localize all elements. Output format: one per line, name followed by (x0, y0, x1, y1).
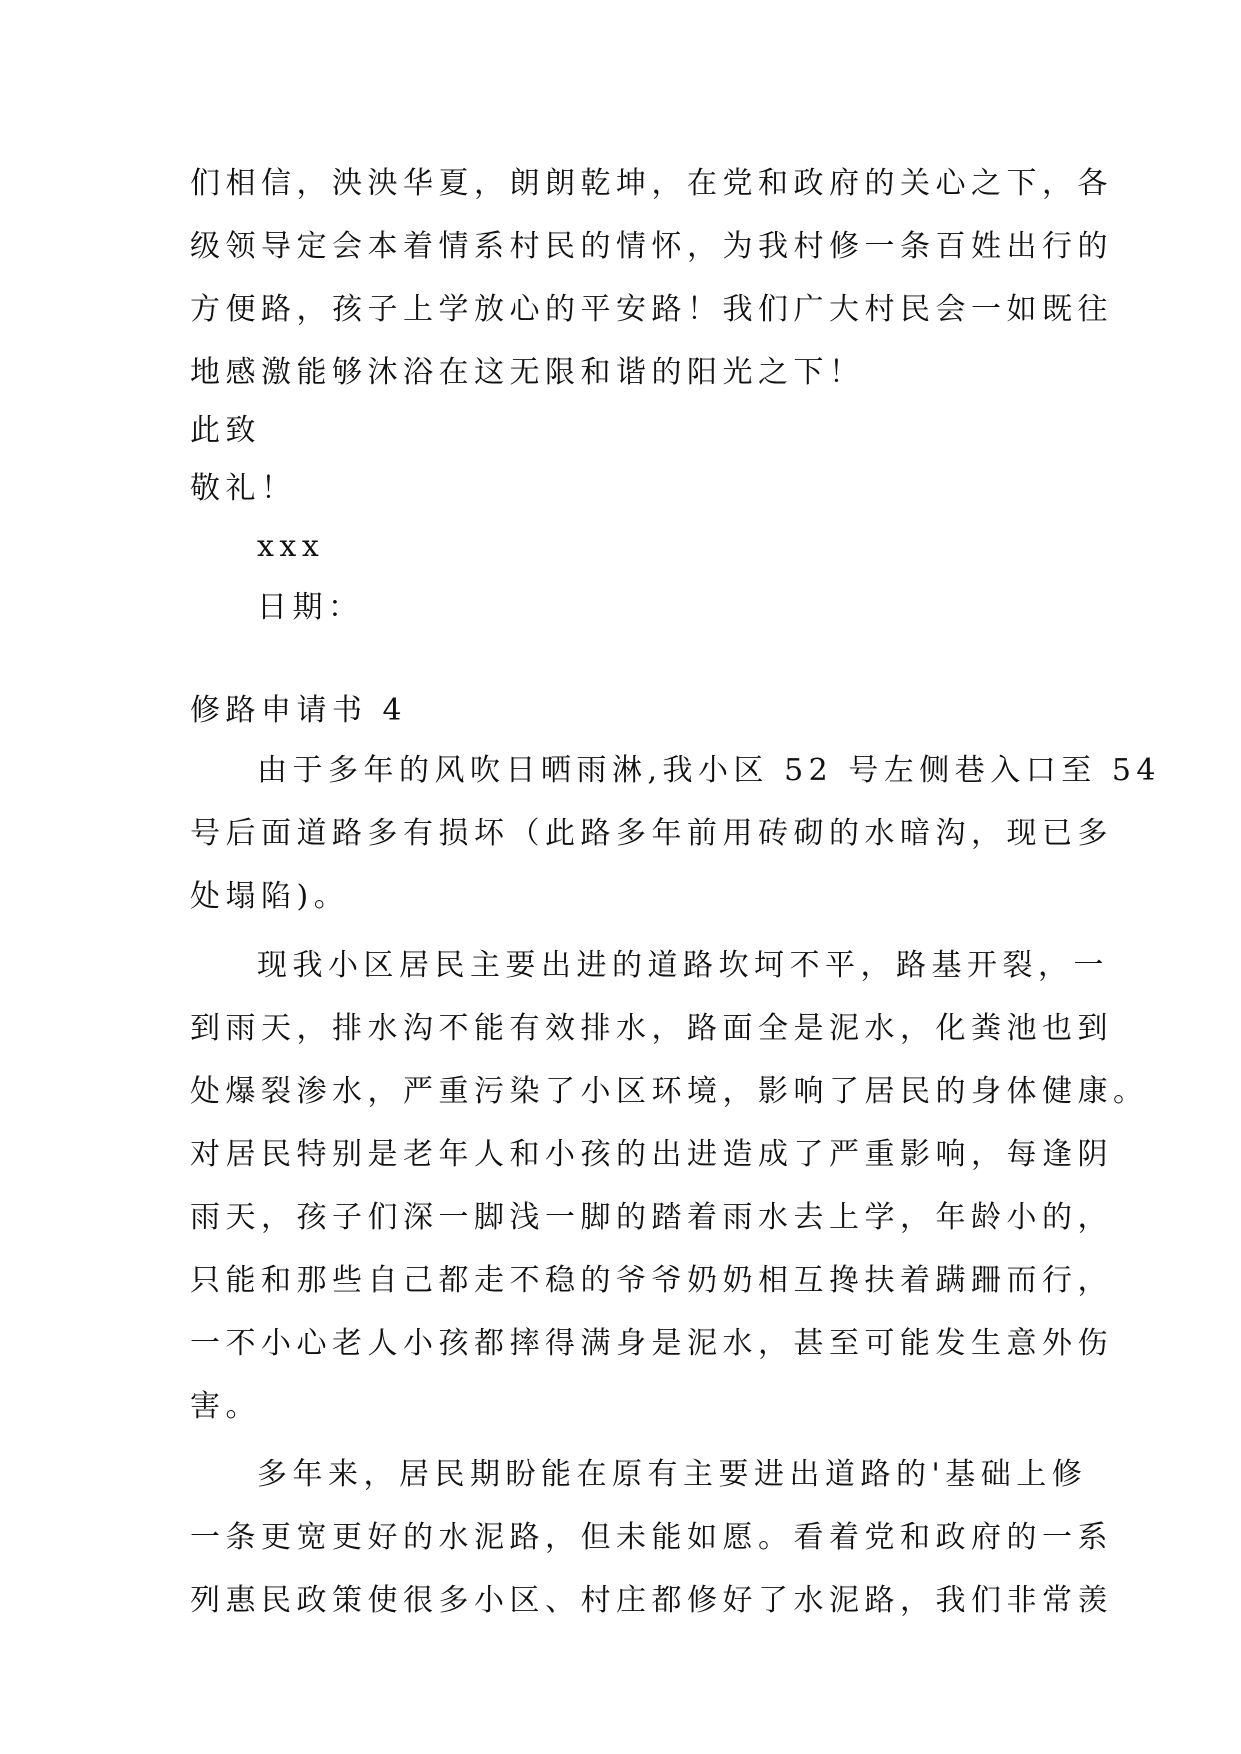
paragraph-1-line: 号后面道路多有损坏（此路多年前用砖砌的水暗沟，现已多 (190, 816, 1113, 851)
paragraph-2-line: 到雨天，排水沟不能有效排水，路面全是泥水，化粪池也到 (190, 1011, 1113, 1046)
paragraph-2-line: 一不小心老人小孩都摔得满身是泥水，甚至可能发生意外伤 (190, 1326, 1113, 1361)
paragraph-1-line: 处塌陷)。 (190, 879, 350, 914)
paragraph-2-line: 处爆裂渗水，严重污染了小区环境，影响了居民的身体健康。 (190, 1074, 1149, 1109)
section-title: 修路申请书 4 (190, 693, 408, 728)
paragraph-3-line: 列惠民政策使很多小区、村庄都修好了水泥路，我们非常羡 (190, 1583, 1113, 1618)
paragraph-2-line: 对居民特别是老年人和小孩的出进造成了严重影响，每逢阴 (190, 1137, 1113, 1172)
continuation-line: 级领导定会本着情系村民的情怀，为我村修一条百姓出行的 (190, 229, 1113, 264)
paragraph-2-line: 雨天，孩子们深一脚浅一脚的踏着雨水去上学，年龄小的， (190, 1200, 1113, 1235)
continuation-line: 们相信，泱泱华夏，朗朗乾坤，在党和政府的关心之下，各 (190, 166, 1113, 201)
paragraph-2-line: 现我小区居民主要出进的道路坎坷不平，路基开裂，一 (257, 948, 1109, 983)
paragraph-3-line: 多年来，居民期盼能在原有主要进出道路的'基础上修 (257, 1457, 1088, 1492)
paragraph-2-line: 害。 (190, 1389, 261, 1424)
paragraph-1-line: 由于多年的风吹日晒雨淋,我小区 52 号左侧巷入口至 54 (257, 753, 1161, 788)
paragraph-3-line: 一条更宽更好的水泥路，但未能如愿。看着党和政府的一系 (190, 1520, 1113, 1555)
salutation-line-2: 敬礼！ (190, 471, 297, 506)
salutation-line-1: 此致 (190, 413, 261, 448)
paragraph-2-line: 只能和那些自己都走不稳的爷爷奶奶相互搀扶着蹒跚而行， (190, 1263, 1113, 1298)
signature: xxx (257, 529, 325, 564)
date-label: 日期： (257, 590, 364, 625)
continuation-line: 地感激能够沐浴在这无限和谐的阳光之下！ (190, 355, 865, 390)
continuation-line: 方便路，孩子上学放心的平安路！我们广大村民会一如既往 (190, 292, 1113, 327)
